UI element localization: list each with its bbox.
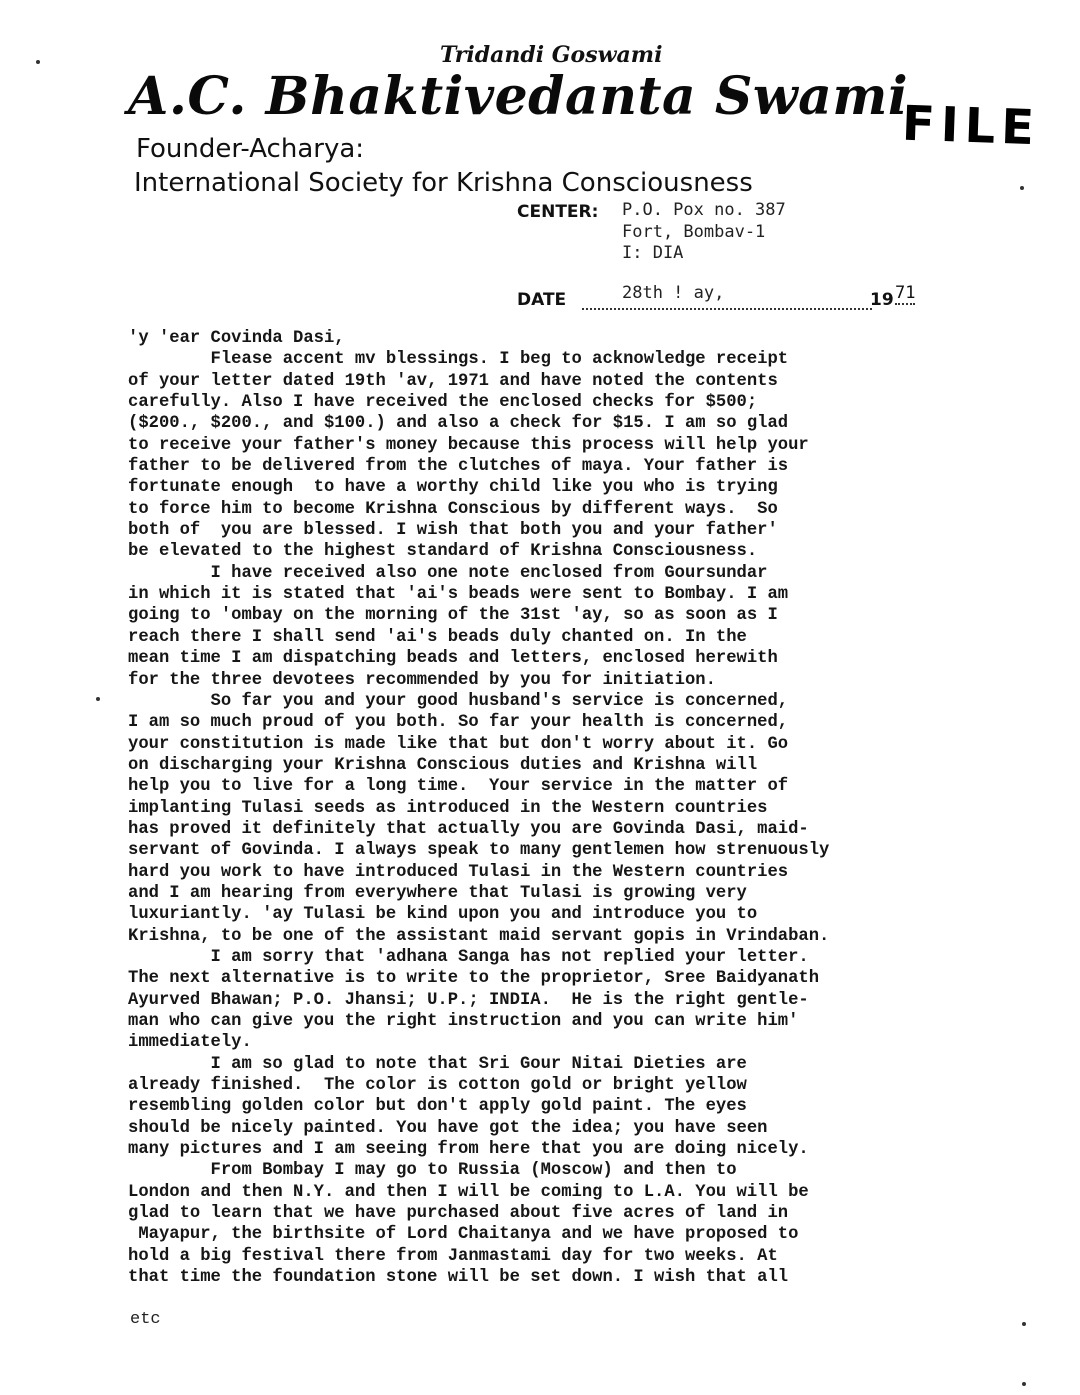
letter-line: From Bombay I may go to Russia (Moscow) and then to xyxy=(128,1161,737,1181)
letter-line: already finished. The color is cotton gold or bright yellow xyxy=(128,1076,747,1096)
letter-line: 'y 'ear Covinda Dasi, xyxy=(128,329,345,348)
letter-line: ($200., $200., and $100.) and also a check for $15. I am so glad xyxy=(128,414,789,434)
letter-line: man who can give you the right instruction and you can write him' xyxy=(128,1012,799,1031)
letter-line: Ayurved Bhawan; P.O. Jhansi; U.P.; INDIA. He is the right gentle- xyxy=(128,990,809,1010)
letter-line: reach there I shall send 'ai's beads duly chanted on. In the xyxy=(128,627,747,647)
file-stamp: FILE xyxy=(901,95,1041,157)
letter-line: I am so glad to note that Sri Gour Nitai Dieties are xyxy=(128,1054,747,1074)
letter-body xyxy=(128,328,998,1288)
date-year-prefix: 19 xyxy=(870,290,894,310)
letterhead-title-line: Tridandi Goswami xyxy=(440,42,663,68)
letter-line: for the three devotees recommended by you for initiation. xyxy=(128,670,716,690)
center-label: CENTER: xyxy=(517,202,599,222)
scan-speck xyxy=(1020,186,1024,190)
scan-speck xyxy=(96,697,100,701)
letter-line: carefully. Also I have received the enclosed checks for $500; xyxy=(128,393,758,413)
letter-line: glad to learn that we have purchased about five acres of land in xyxy=(128,1204,789,1224)
address-line: P.O. Pox no. 387 xyxy=(622,200,786,220)
letter-line: I am so much proud of you both. So far your health is concerned, xyxy=(128,713,789,733)
address-line: I: DIA xyxy=(622,243,684,263)
letter-line: immediately. xyxy=(128,1033,252,1053)
letterhead-name: A.C. Bhaktivedanta Swami xyxy=(128,66,909,127)
letter-line: to receive your father's money because this process will help your xyxy=(128,435,809,455)
letterhead-society: International Society for Krishna Consciousness xyxy=(134,168,753,198)
letter-line: Mayapur, the birthsite of Lord Chaitanya and we have proposed to xyxy=(128,1225,799,1245)
address-line: Fort, Bombav-1 xyxy=(622,222,766,242)
letter-line: to force him to become Krishna Conscious by different ways. So xyxy=(128,499,778,519)
letter-line: going to 'ombay on the morning of the 31st 'ay, so as soon as I xyxy=(128,606,778,626)
letter-line: servant of Govinda. I always speak to many gentlemen how strenuously xyxy=(128,841,830,861)
letter-line: father to be delivered from the clutches of maya. Your father is xyxy=(128,457,789,477)
letter-line: of your letter dated 19th 'av, 1971 and have noted the contents xyxy=(128,371,778,391)
letter-line: The next alternative is to write to the proprietor, Sree Baidyanath xyxy=(128,969,820,989)
letter-line: fortunate enough to have a worthy child like you who is trying xyxy=(128,478,778,498)
letter-line: Flease accent mv blessings. I beg to acknowledge receipt xyxy=(128,350,789,370)
date-value: 28th ! ay, xyxy=(622,283,725,303)
scan-speck xyxy=(36,60,40,64)
letter-line: that time the foundation stone will be set down. I wish that all xyxy=(128,1268,789,1288)
letter-line: your constitution is made like that but don't worry about it. Go xyxy=(128,734,789,754)
letter-line: many pictures and I am seeing from here that you are doing nicely. xyxy=(128,1140,809,1160)
letter-line: luxuriantly. 'ay Tulasi be kind upon you and introduce you to xyxy=(128,905,758,925)
letter-line: implanting Tulasi seeds as introduced in the Western countries xyxy=(128,798,768,818)
letterhead-role: Founder-Acharya: xyxy=(136,134,365,164)
letter-line: both of you are blessed. I wish that both you and your father' xyxy=(128,521,778,541)
letter-line: hold a big festival there from Janmastami day for two weeks. At xyxy=(128,1246,778,1266)
letter-line: I have received also one note enclosed from Goursundar xyxy=(128,563,768,583)
scan-speck xyxy=(1022,1322,1026,1326)
letter-line: mean time I am dispatching beads and letters, enclosed herewith xyxy=(128,649,778,669)
continuation-marker: etc xyxy=(130,1310,161,1329)
letter-line: help you to live for a long time. Your service in the matter of xyxy=(128,777,789,797)
letter-line: Krishna, to be one of the assistant maid servant gopis in Vrindaban. xyxy=(128,926,830,946)
scan-speck xyxy=(1022,1382,1026,1386)
letter-line: has proved it definitely that actually you are Govinda Dasi, maid- xyxy=(128,819,809,839)
letter-line: and I am hearing from everywhere that Tulasi is growing very xyxy=(128,883,747,903)
date-label: DATE xyxy=(517,290,567,310)
letter-line: should be nicely painted. You have got the idea; you have seen xyxy=(128,1118,768,1138)
letter-line: I am sorry that 'adhana Sanga has not replied your letter. xyxy=(128,947,809,967)
letter-line: in which it is stated that 'ai's beads were sent to Bombay. I am xyxy=(128,585,789,605)
letter-line: resembling golden color but don't apply gold paint. The eyes xyxy=(128,1097,747,1117)
letter-line: hard you work to have introduced Tulasi in the Western countries xyxy=(128,862,789,882)
letter-line: be elevated to the highest standard of Krishna Consciousness. xyxy=(128,542,758,562)
letter-line: London and then N.Y. and then I will be coming to L.A. You will be xyxy=(128,1182,809,1202)
letter-line: So far you and your good husband's service is concerned, xyxy=(128,691,789,711)
date-year-suffix: 71 xyxy=(895,283,916,303)
letter-line: on discharging your Krishna Conscious duties and Krishna will xyxy=(128,755,758,775)
